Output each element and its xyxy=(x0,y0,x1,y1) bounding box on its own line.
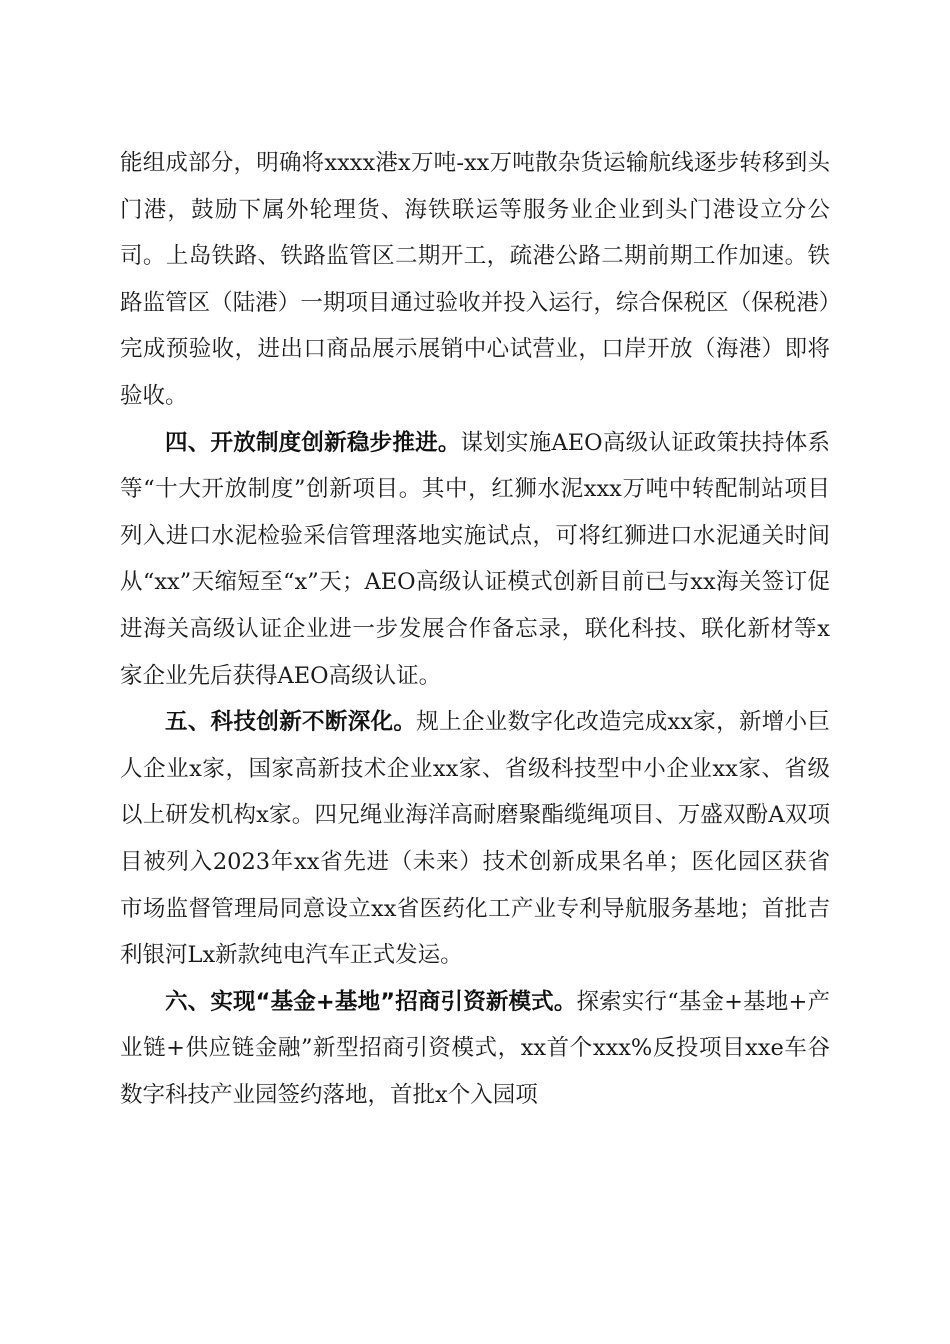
paragraph-text: 谋划实施AEO高级认证政策扶持体系等“十大开放制度”创新项目。其中，红狮水泥xxx万吨中转配制站项目列入进口水泥检验采信管理落地实施试点，可将红狮进口水泥通关时间从“xx”天缩短至“x”天；AEO高级认证模式创新目前已与xx海关签订促进海关高级认证企业进一步发展合作备忘录，联化科技、联化新材等x家企业先后获得AEO高级认证。 xyxy=(120,429,830,689)
paragraph-tech-innovation xyxy=(120,699,830,979)
paragraph-open-system-innovation xyxy=(120,420,830,700)
paragraph-text: 规上企业数字化改造完成xx家，新增小巨人企业x家，国家高新技术企业xx家、省级科技型中小企业xx家、省级以上研发机构x家。四兄绳业海洋高耐磨聚酯缆绳项目、万盛双酚A双项目被列入2023年xx省先进（未来）技术创新成果名单；医化园区获省市场监督管理局同意设立xx省医药化工产业专利导航服务基地；首批吉利银河Lx新款纯电汽车正式发运。 xyxy=(120,709,830,969)
paragraph-port-logistics xyxy=(120,140,830,420)
paragraph-investment-model xyxy=(120,979,830,1119)
section-heading-5: 五、科技创新不断深化。 xyxy=(165,709,417,736)
section-heading-6: 六、实现“基金+基地”招商引资新模式。 xyxy=(165,988,577,1015)
document-body xyxy=(120,140,830,1118)
paragraph-text: 探索实行“基金+基地+产业链+供应链金融”新型招商引资模式，xx首个xxx%反投项目xxe车谷数字科技产业园签约落地，首批x个入园项 xyxy=(120,988,830,1108)
paragraph-text: 能组成部分，明确将xxxx港x万吨-xx万吨散杂货运输航线逐步转移到头门港，鼓励下属外轮理货、海铁联运等服务业企业到头门港设立分公司。上岛铁路、铁路监管区二期开工，疏港公路二期前期工作加速。铁路监管区（陆港）一期项目通过验收并投入运行，综合保税区（保税港）完成预验收，进出口商品展示展销中心试营业，口岸开放（海港）即将验收。 xyxy=(120,150,830,409)
section-heading-4: 四、开放制度创新稳步推进。 xyxy=(165,429,461,456)
